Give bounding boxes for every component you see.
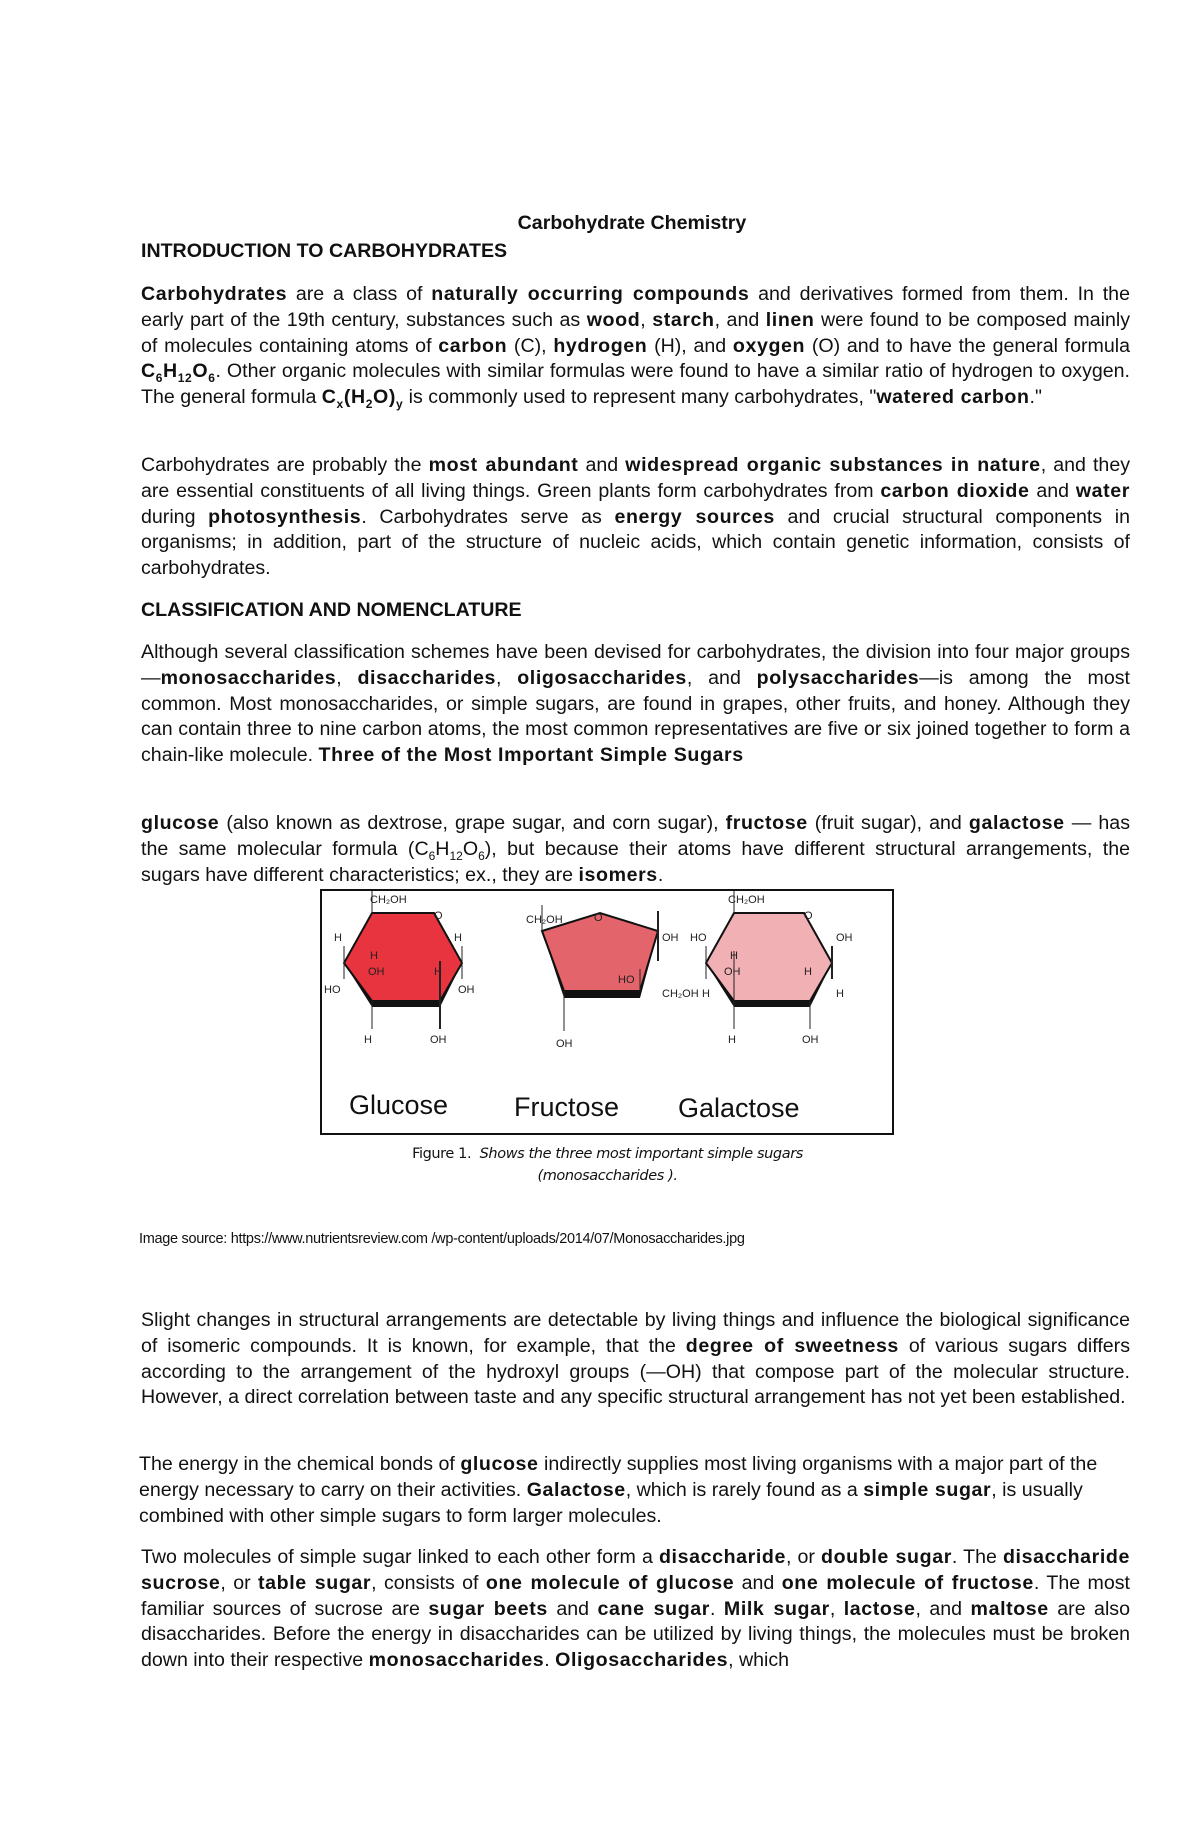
paragraph-classification [141,640,1130,769]
text-run: , [640,308,653,331]
bold-term: simple sugar [863,1478,992,1501]
text-run: H [435,837,450,860]
text-run: . [657,863,664,886]
text-run: 12 [449,848,463,863]
bold-term: glucose [460,1453,539,1475]
bold-term: disaccharide [658,1546,786,1568]
text-run: are also disaccharides. Before the energy in disaccharides can be utilized by living things, the molecules must be broken down into their respective [141,1597,1130,1672]
galactose-structure [706,891,832,1029]
atom-label-h: H [702,988,710,1000]
bold-term: oligosaccharides [517,666,687,689]
atom-label-h: H [836,988,844,1000]
bold-term: degree of sweetness [685,1334,899,1357]
bold-term: cane sugar [597,1597,711,1620]
text-run: and derivatives formed from them. In the early part of the 19th century, substances such as [141,283,1130,331]
bold-term: naturally occurring compounds [431,283,750,305]
bold-term: x [336,397,344,412]
bold-term: disaccharide sucrose [141,1546,1130,1594]
text-run: , and they are essential constituents of all living things. Green plants form carbohydrates from [141,454,1131,502]
atom-label-o: O [434,910,443,922]
text-run: are a class of [287,283,432,305]
bold-term: (H [343,386,366,409]
bold-term: table sugar [258,1571,372,1594]
paragraph-structural-arrangements [141,1308,1130,1411]
text-run: (O) and to have the general formula [805,334,1131,357]
text-run: and crucial structural components in organisms; in addition, part of the structure of nucleic acids, which contain genetic information, consists of carbohydrates. [141,505,1130,580]
bold-term: fructose [725,812,808,834]
bold-term: widespread organic substances in nature [625,454,1041,476]
text-run: and [578,454,626,476]
bold-term: glucose [141,812,220,834]
bold-term: energy sources [614,505,775,528]
atom-label-oh: OH [430,1034,447,1046]
text-run: of various sugars differs according to the arrangement of the hydroxyl groups (—OH) that compose part of the molecular structure. However, a direct correlation between taste and any specific structural arrangement has not yet been established. [141,1334,1130,1409]
bold-term: most abundant [428,454,579,476]
text-run: Slight changes in structural arrangements are detectable by living things and influence the biological significance of isomeric compounds. It is known, for example, that the [141,1309,1130,1357]
atom-label-o: O [804,910,813,922]
bold-term: C [141,360,156,383]
text-run: . The most familiar sources of sucrose are [141,1571,1130,1620]
text-run: , and [686,666,757,689]
text-run: The energy in the chemical bonds of [139,1453,461,1475]
atom-label-ch2oh: CH₂OH [662,988,699,1000]
bold-term: O [192,360,209,383]
text-run: Although several classification schemes have been devised for carbohydrates, the division into four major groups— [141,641,1130,689]
text-run: , [336,666,358,689]
bold-term: Three of the Most Important Simple Sugars [318,744,744,767]
bold-term: 6 [155,371,164,386]
text-run: ." [1029,386,1042,409]
glucose-label: Glucose [349,1090,449,1120]
heading-classification: CLASSIFICATION AND NOMENCLATURE [141,599,522,621]
text-run: , [829,1597,844,1620]
bold-term: wood [586,308,641,331]
atom-label-ch2oh: CH₂OH [526,914,563,926]
bold-term: galactose [968,812,1065,834]
text-run: were found to be composed mainly of molecules containing atoms of [141,308,1131,357]
text-run: 6 [478,848,485,863]
bold-term: watered carbon [876,386,1030,409]
bold-term: monosaccharides [368,1649,545,1672]
atom-label-h: H [434,966,442,978]
atom-label-ho: HO [690,932,707,944]
bold-term: lactose [843,1597,916,1620]
bold-term: sugar beets [428,1597,548,1620]
bold-term: y [395,397,404,412]
atom-label-ho: HO [324,984,341,996]
bold-term: C [321,386,337,409]
bold-term: maltose [970,1597,1049,1620]
caption-text-2: (monosaccharides ). [537,1168,678,1184]
document-title: Carbohydrate Chemistry [517,212,747,234]
atom-label-oh: OH [458,984,475,996]
text-run: during [141,505,209,528]
text-run: . Other organic molecules with similar formulas were found to have a similar ratio of hydrogen to oxygen. The general formula [141,360,1130,409]
text-run: . [544,1649,556,1672]
bold-term: O) [372,386,396,409]
text-run: (H), and [647,334,733,357]
text-run: and [734,1571,782,1594]
bold-term: hydrogen [553,334,648,357]
atom-label-h: H [730,950,738,962]
bold-term: 12 [177,371,193,386]
text-run: (C), [507,334,554,357]
text-run: , which [728,1649,790,1672]
atom-label-h: H [728,1034,736,1046]
atom-label-h: H [370,950,378,962]
bold-term: 6 [208,371,216,386]
caption-label: Figure 1. [412,1146,472,1162]
atom-label-h: H [804,966,812,978]
atom-label-ch2oh: CH₂OH [728,894,765,906]
text-run: , [495,666,518,689]
bold-term: carbon [438,334,508,357]
atom-label-oh: OH [662,932,679,944]
atom-label-oh: OH [836,932,853,944]
bold-term: Galactose [526,1478,626,1501]
bold-term: linen [765,308,815,331]
atom-label-oh: OH [368,966,385,978]
text-run: , or [785,1546,822,1568]
paragraph-carbohydrates-definition [141,282,1130,411]
text-run: indirectly supplies most living organisms with a major part of the energy necessary to carry on their activities. [139,1453,1098,1501]
atom-label-h: H [364,1034,372,1046]
bold-term: carbon dioxide [880,479,1030,502]
figure-caption [320,1146,895,1162]
text-run: O [462,837,479,860]
atom-label-oh: OH [802,1034,819,1046]
bold-term: isomers [578,863,658,886]
text-run: , and [714,308,766,331]
atom-label-h: H [454,932,462,944]
atom-label-oh: OH [724,966,741,978]
bold-term: Oligosaccharides [555,1649,729,1672]
text-run: , consists of [371,1571,486,1594]
atom-label-o: O [594,912,603,924]
atom-label-h: H [334,932,342,944]
bold-term: starch [652,308,715,331]
heading-introduction: INTRODUCTION TO CARBOHYDRATES [141,240,508,262]
text-run: . The [951,1546,1003,1568]
caption-text: Shows the three most important simple sugars [479,1146,803,1162]
bold-term: 2 [365,397,373,412]
text-run: 6 [428,848,436,863]
paragraph-disaccharides [141,1545,1130,1674]
glucose-structure [344,891,462,1029]
text-run: Two molecules of simple sugar linked to each other form a [141,1546,659,1568]
text-run: (fruit sugar), and [807,812,969,834]
atom-label-oh: OH [556,1038,573,1050]
monosaccharides-figure [320,889,894,1135]
text-run: ), but because their atoms have different structural arrangements, the sugars have different characteristics; ex., they are [141,837,1130,886]
text-run: and [547,1597,598,1620]
text-run: , and [915,1597,971,1620]
bold-term: Carbohydrates [141,283,288,305]
text-run: , which is rarely found as a [625,1478,864,1501]
text-run: is commonly used to represent many carbohydrates, " [403,386,877,409]
bold-term: one molecule of fructose [781,1571,1034,1594]
text-run: , or [220,1571,259,1594]
text-run: — has the same molecular formula (C [141,812,1130,860]
paragraph-glucose-energy [139,1452,1099,1529]
text-run: —is among the most common. Most monosaccharides, or simple sugars, are found in grapes, other fruits, and honey. Although they can contain three to nine carbon atoms, the most common representatives are five or six joined together to form a chain-like molecule. [141,666,1130,767]
paragraph-simple-sugars [141,811,1130,888]
bold-term: H [163,360,178,383]
text-run: . Carbohydrates serve as [361,505,615,528]
bold-term: water [1075,479,1130,502]
fructose-label: Fructose [514,1092,620,1122]
text-run: and [1029,479,1076,502]
paragraph-abundance [141,453,1130,582]
bold-term: one molecule of glucose [485,1571,735,1594]
image-source: Image source: https://www.nutrientsreview.com /wp-content/uploads/2014/07/Monosaccharides.jpg [139,1231,745,1247]
atom-label-ho: HO [618,974,635,986]
text-run: , is usually combined with other simple sugars to form larger molecules. [139,1478,1083,1527]
atom-label-ch2oh: CH₂OH [370,894,407,906]
text-run: . [710,1597,724,1620]
figure-caption-line2 [320,1168,895,1184]
bold-term: disaccharides [357,666,496,689]
bold-term: monosaccharides [160,666,337,689]
bold-term: polysaccharides [756,666,920,689]
galactose-label: Galactose [678,1093,800,1123]
bold-term: Milk sugar [723,1597,830,1620]
text-run: (also known as dextrose, grape sugar, and corn sugar), [219,812,726,834]
bold-term: photosynthesis [208,505,362,528]
text-run: Carbohydrates are probably the [141,454,429,476]
bold-term: oxygen [732,334,806,357]
bold-term: double sugar [821,1546,952,1568]
